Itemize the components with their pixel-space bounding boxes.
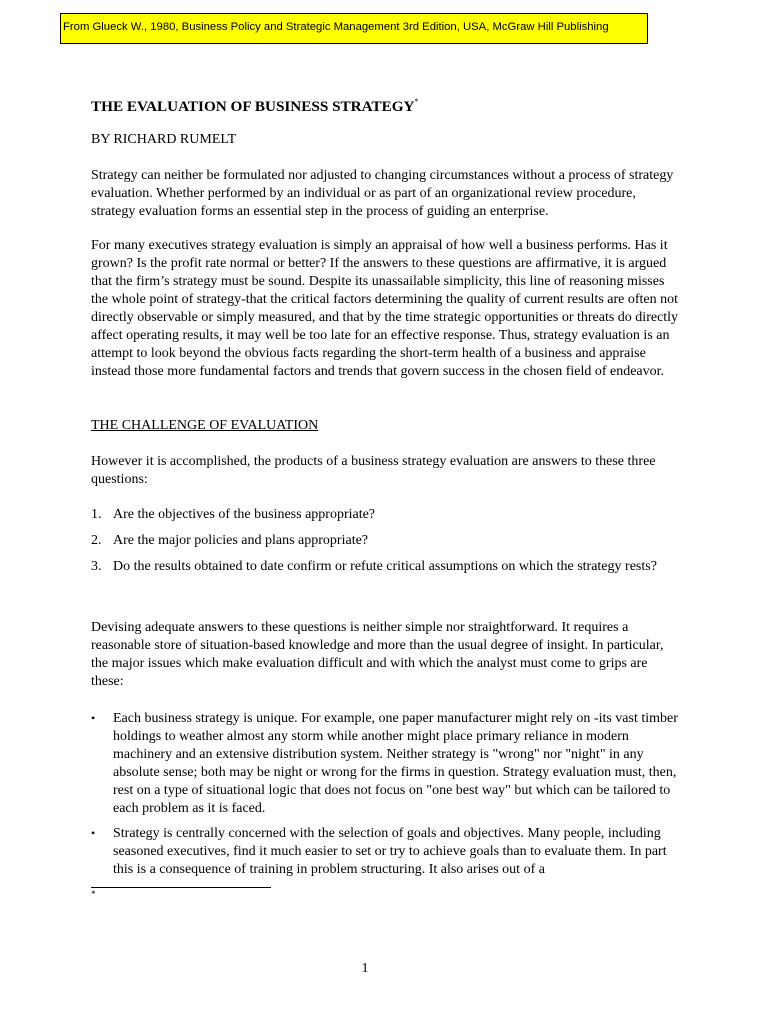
section-follow-paragraph: Devising adequate answers to these questions is neither simple nor straightforward. It requires a reasonable store of situation-based knowledge and more than the usual degree of insight. In particular, the major issues which make evaluation difficult and with which the analyst must come to grips are these: (91, 620, 664, 689)
article-author: BY RICHARD RUMELT (91, 132, 237, 147)
section-heading: THE CHALLENGE OF EVALUATION (91, 418, 319, 433)
source-citation-text: From Glueck W., 1980, Business Policy and Strategic Management 3rd Edition, USA, McGraw Hill Publishing (63, 21, 609, 33)
question-item-1 (91, 506, 679, 524)
page-number: 1 (361, 961, 369, 976)
footnote-divider (91, 887, 271, 888)
bullet-marker: • (91, 711, 96, 725)
question-number: 1. (91, 507, 102, 522)
intro-paragraph-1: Strategy can neither be formulated nor adjusted to changing circumstances without a process of strategy evaluation. Whether performed by an individual or as part of an organizational review procedure, strategy evaluation forms an essential step in the process of guiding an enterprise. (91, 168, 674, 219)
source-citation-box (60, 13, 648, 44)
intro-paragraph-2: For many executives strategy evaluation is simply an appraisal of how well a business performs. Has it grown? Is the profit rate normal or better? If the answers to these questions are affirmative, it is argued that the firm’s strategy must be sound. Despite its unassailable simplicity, this line of reasoning misses the whole point of strategy-that the critical factors determining the quality of current results are often not directly observable or simply measured, and that by the time strategic opportunities or threats do directly affect operating results, it may well be too late for an effective response. Thus, strategy evaluation is an attempt to look beyond the obvious facts regarding the short-term health of a business and appraise instead those more fundamental factors and trends that govern success in the chosen field of endeavor. (91, 238, 679, 379)
article-title (91, 93, 419, 116)
bullet-item-2 (91, 825, 681, 879)
question-number: 2. (91, 533, 102, 548)
question-number: 3. (91, 559, 102, 574)
bullet-text: Each business strategy is unique. For example, one paper manufacturer might rely on -its vast timber holdings to weather almost any storm while another might place primary reliance in modern machinery and an extensive distribution system. Neither strategy is "wrong" nor "night" in any absolute sense; both may be night or wrong for the firms in question. Strategy evaluation must, then, rest on a type of situational logic that does not focus on "one best way" but which can be tailored to each problem as it is faced. (113, 711, 678, 816)
question-text: Do the results obtained to date confirm or refute critical assumptions on which the strategy rests? (113, 559, 657, 574)
bullet-item-1 (91, 710, 681, 818)
bullet-marker: • (91, 826, 96, 840)
section-lead-paragraph: However it is accomplished, the products of a business strategy evaluation are answers to these three questions: (91, 454, 656, 487)
footnote-marker: * (91, 889, 96, 899)
question-item-2 (91, 532, 679, 550)
bullet-text: Strategy is centrally concerned with the selection of goals and objectives. Many people, including seasoned executives, find it much easier to set or try to achieve goals than to evaluate them. In part this is a consequence of training in problem structuring. It also arises out of a (113, 826, 667, 877)
question-text: Are the objectives of the business appropriate? (113, 507, 376, 522)
title-footnote-marker: * (414, 97, 419, 106)
question-text: Are the major policies and plans appropriate? (113, 533, 369, 548)
question-item-3 (91, 558, 679, 576)
article-title-text: THE EVALUATION OF BUSINESS STRATEGY (91, 98, 415, 115)
